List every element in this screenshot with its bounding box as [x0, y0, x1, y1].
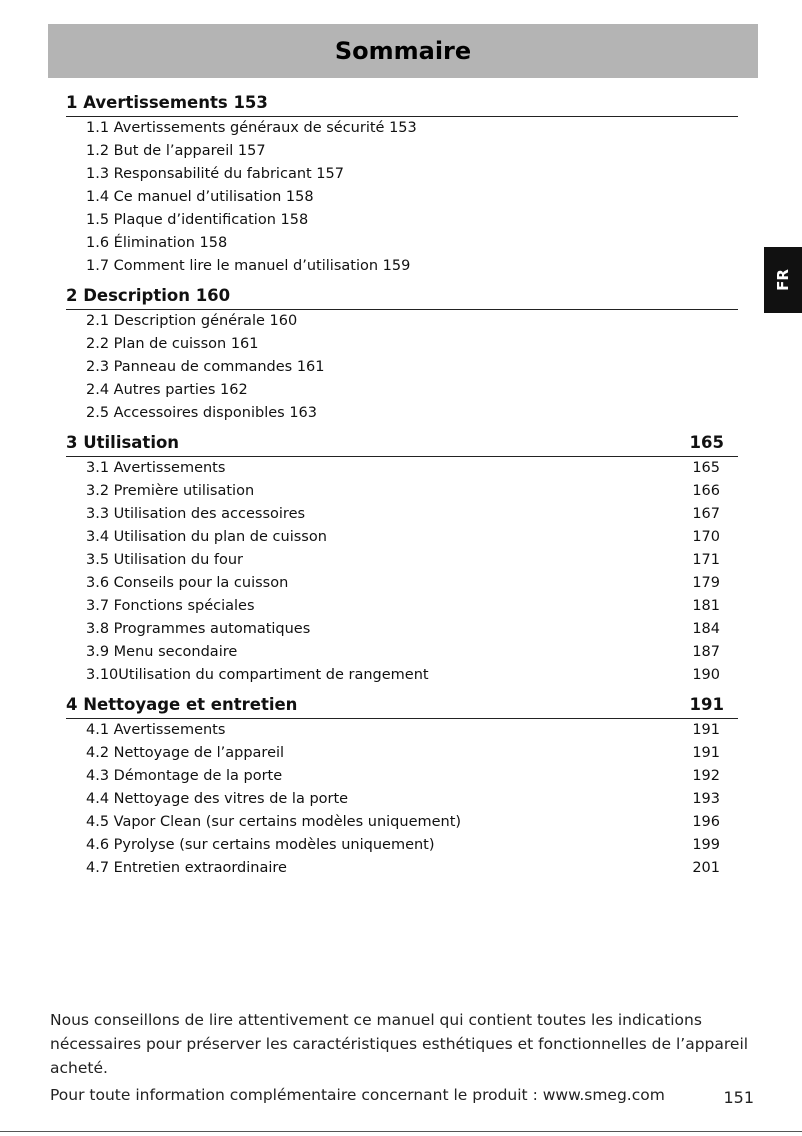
toc-entry-label: 4.6 Pyrolyse (sur certains modèles uniquement): [86, 837, 435, 853]
toc-entry-page: [690, 232, 720, 255]
toc-entry-page: [690, 333, 720, 356]
toc-item-list: [66, 457, 738, 687]
footer-note: [50, 1008, 760, 1107]
toc-entry-page: 181: [692, 598, 720, 614]
toc-item-list: [66, 117, 738, 278]
toc-section-heading: [66, 432, 738, 457]
toc-entry-page: 193: [692, 791, 720, 807]
toc-entry-label: 3.10Utilisation du compartiment de rangement: [86, 667, 429, 683]
section-page: 165: [689, 433, 724, 452]
toc-entry: [66, 664, 738, 687]
language-tab-label: FR: [773, 269, 792, 291]
toc-entry-page: [690, 402, 720, 425]
toc-entry-page: 187: [692, 644, 720, 660]
toc-entry: [66, 834, 738, 857]
toc-entry-page: 166: [692, 483, 720, 499]
language-tab: [764, 247, 802, 313]
toc-entry: [66, 788, 738, 811]
toc-entry-page: 170: [692, 529, 720, 545]
toc-entry-label: 4.2 Nettoyage de l’appareil: [86, 745, 285, 761]
toc-entry-page: 192: [692, 768, 720, 784]
toc-entry: [66, 480, 738, 503]
toc-entry-page: 171: [692, 552, 720, 568]
toc-entry-page: [690, 379, 720, 402]
toc-entry-label: 4.1 Avertissements: [86, 722, 226, 738]
toc-entry: [66, 310, 738, 333]
toc-entry-page: 191: [692, 722, 720, 738]
toc-entry: [66, 811, 738, 834]
toc-entry-label: 3.4 Utilisation du plan de cuisson: [86, 529, 327, 545]
toc-entry: [66, 402, 738, 425]
toc-entry: [66, 549, 738, 572]
toc-item-list: [66, 310, 738, 425]
toc-entry: [66, 232, 738, 255]
toc-entry: [66, 186, 738, 209]
toc-entry-label: 4.4 Nettoyage des vitres de la porte: [86, 791, 349, 807]
toc-item-list: [66, 719, 738, 880]
toc-entry-label: 1.2 But de l’appareil 157: [86, 143, 266, 159]
section-title: 2 Description 160: [66, 286, 231, 305]
toc-entry-label: 4.7 Entretien extraordinaire: [86, 860, 287, 876]
toc-entry-label: 3.8 Programmes automatiques: [86, 621, 311, 637]
toc-entry-page: [690, 186, 720, 209]
toc-entry-page: 191: [692, 745, 720, 761]
toc-entry: [66, 572, 738, 595]
toc-entry-page: [690, 140, 720, 163]
toc-entry: [66, 140, 738, 163]
toc-entry-label: 3.7 Fonctions spéciales: [86, 598, 255, 614]
toc-entry-page: 179: [692, 575, 720, 591]
toc-entry-page: [690, 163, 720, 186]
toc-entry: [66, 526, 738, 549]
toc-section-heading: [66, 694, 738, 719]
footer-paragraph: Pour toute information complémentaire concernant le produit : www.smeg.com: [50, 1086, 665, 1104]
toc-section: [66, 92, 738, 278]
toc-entry-page: 199: [692, 837, 720, 853]
toc-entry-label: 3.6 Conseils pour la cuisson: [86, 575, 289, 591]
toc-entry-label: 1.4 Ce manuel d’utilisation 158: [86, 189, 314, 205]
section-title: 3 Utilisation: [66, 433, 180, 452]
toc-entry: [66, 379, 738, 402]
toc-entry: [66, 117, 738, 140]
toc-entry: [66, 641, 738, 664]
title-bar: [48, 24, 758, 78]
section-title: 1 Avertissements 153: [66, 93, 268, 112]
toc-entry-label: 4.5 Vapor Clean (sur certains modèles uniquement): [86, 814, 462, 830]
toc-section: [66, 694, 738, 880]
toc-entry-label: 2.3 Panneau de commandes 161: [86, 359, 325, 375]
toc-entry: [66, 333, 738, 356]
toc-entry-label: 3.5 Utilisation du four: [86, 552, 244, 568]
toc-entry: [66, 503, 738, 526]
page-title: Sommaire: [334, 37, 472, 65]
toc-entry: [66, 163, 738, 186]
toc-entry: [66, 742, 738, 765]
toc-entry-label: 3.9 Menu secondaire: [86, 644, 238, 660]
toc-entry-page: 165: [692, 460, 720, 476]
bottom-rule: [0, 1131, 802, 1132]
toc-entry-label: 2.1 Description générale 160: [86, 313, 298, 329]
toc-entry: [66, 457, 738, 480]
toc-entry-page: [690, 356, 720, 379]
toc-entry-label: 1.1 Avertissements généraux de sécurité 153: [86, 120, 417, 136]
toc-entry-page: [690, 117, 720, 140]
section-title: 4 Nettoyage et entretien: [66, 695, 298, 714]
toc-entry: [66, 719, 738, 742]
table-of-contents: [66, 92, 738, 887]
toc-entry-page: 196: [692, 814, 720, 830]
toc-entry-label: 3.3 Utilisation des accessoires: [86, 506, 306, 522]
toc-entry-page: 167: [692, 506, 720, 522]
toc-entry-page: [690, 310, 720, 333]
toc-entry-label: 2.2 Plan de cuisson 161: [86, 336, 259, 352]
toc-entry: [66, 255, 738, 278]
section-page: 191: [689, 695, 724, 714]
toc-entry-label: 1.3 Responsabilité du fabricant 157: [86, 166, 344, 182]
toc-entry-page: [690, 209, 720, 232]
toc-entry: [66, 618, 738, 641]
toc-entry-label: 3.2 Première utilisation: [86, 483, 255, 499]
toc-entry-label: 1.6 Élimination 158: [86, 235, 228, 251]
toc-entry-page: [690, 255, 720, 278]
toc-entry-label: 1.5 Plaque d’identification 158: [86, 212, 309, 228]
toc-entry-label: 1.7 Comment lire le manuel d’utilisation 159: [86, 258, 411, 274]
toc-entry: [66, 765, 738, 788]
toc-section: [66, 285, 738, 425]
toc-entry-page: 190: [692, 667, 720, 683]
toc-entry-label: 4.3 Démontage de la porte: [86, 768, 283, 784]
toc-section-heading: [66, 285, 738, 310]
toc-entry: [66, 595, 738, 618]
toc-section-heading: [66, 92, 738, 117]
toc-entry: [66, 356, 738, 379]
toc-entry-label: 3.1 Avertissements: [86, 460, 226, 476]
toc-section: [66, 432, 738, 687]
toc-entry-page: 184: [692, 621, 720, 637]
toc-entry: [66, 209, 738, 232]
toc-entry: [66, 857, 738, 880]
page-number: 151: [723, 1088, 754, 1107]
toc-entry-label: 2.4 Autres parties 162: [86, 382, 248, 398]
toc-entry-page: 201: [692, 860, 720, 876]
toc-entry-label: 2.5 Accessoires disponibles 163: [86, 405, 318, 421]
footer-paragraph: Nous conseillons de lire attentivement ce manuel qui contient toutes les indications nécessaires pour préserver les caractéristiques esthétiques et fonctionnelles de l’appareil acheté.: [50, 1011, 749, 1077]
